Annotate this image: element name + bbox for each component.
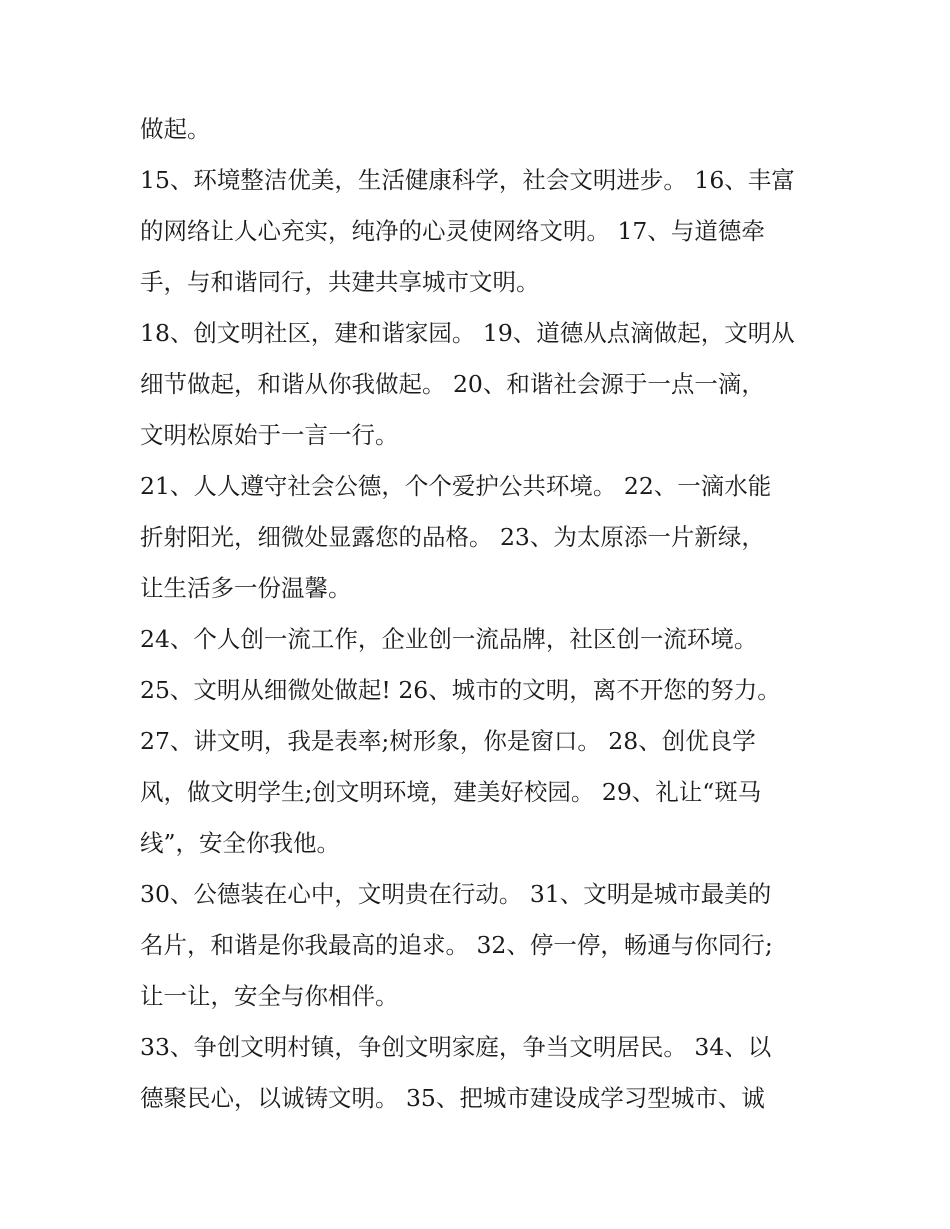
text-line: 德聚民心，以诚铸文明。 35、把城市建设成学习型城市、诚 bbox=[140, 1084, 765, 1112]
text-line: 15、环境整洁优美，生活健康科学，社会文明进步。 16、丰富 bbox=[140, 166, 795, 194]
text-line: 文明松原始于一言一行。 bbox=[140, 421, 399, 449]
text-line: 25、文明从细微处做起! 26、城市的文明，离不开您的努力。 bbox=[140, 676, 781, 704]
text-line: 手，与和谐同行，共建共享城市文明。 bbox=[140, 268, 540, 296]
text-line: 24、个人创一流工作，企业创一流品牌，社区创一流环境。 bbox=[140, 625, 758, 653]
text-line: 27、讲文明，我是表率;树形象，你是窗口。 28、创优良学 bbox=[140, 727, 756, 755]
document-body bbox=[140, 104, 820, 1124]
text-line: 名片，和谐是你我最高的追求。 32、停一停，畅通与你同行; bbox=[140, 931, 773, 959]
text-line: 让一让，安全与你相伴。 bbox=[140, 982, 399, 1010]
text-line: 做起。 bbox=[140, 115, 211, 143]
text-line: 30、公德装在心中，文明贵在行动。 31、文明是城市最美的 bbox=[140, 880, 772, 908]
text-line: 风，做文明学生;创文明环境，建美好校园。 29、礼让“斑马 bbox=[140, 778, 762, 806]
text-line: 折射阳光，细微处显露您的品格。 23、为太原添一片新绿， bbox=[140, 523, 765, 551]
text-line: 的网络让人心充实，纯净的心灵使网络文明。 17、与道德牵 bbox=[140, 217, 765, 245]
text-line: 线”，安全你我他。 bbox=[140, 829, 341, 857]
text-line: 让生活多一份温馨。 bbox=[140, 574, 352, 602]
text-line: 18、创文明社区，建和谐家园。 19、道德从点滴做起，文明从 bbox=[140, 319, 795, 347]
text-line: 33、争创文明村镇，争创文明家庭，争当文明居民。 34、以 bbox=[140, 1033, 772, 1061]
text-line: 21、人人遵守社会公德，个个爱护公共环境。 22、一滴水能 bbox=[140, 472, 772, 500]
text-line: 细节做起，和谐从你我做起。 20、和谐社会源于一点一滴， bbox=[140, 370, 765, 398]
